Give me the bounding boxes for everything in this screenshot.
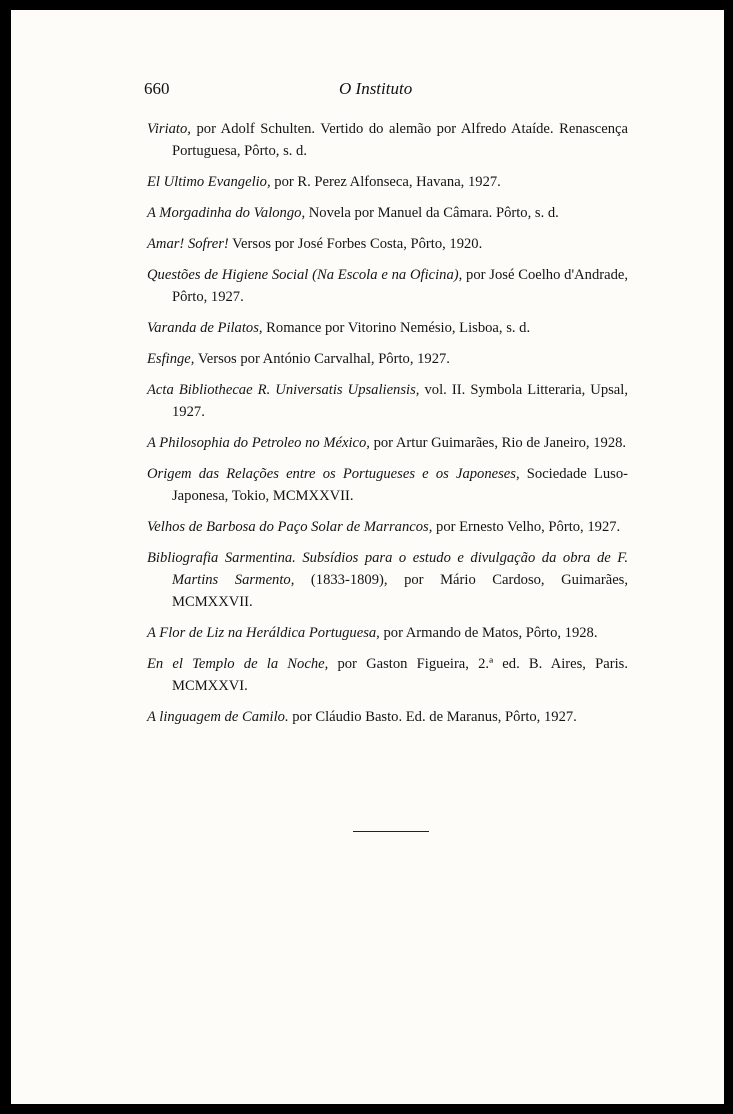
entry-details: Versos por José Forbes Costa, Pôrto, 1920. bbox=[228, 236, 483, 252]
entry-title: Amar! Sofrer! bbox=[147, 236, 229, 252]
entry-details: Sociedade Luso-Japonesa, Tokio, MCMXXVII. bbox=[172, 466, 628, 504]
entry-title: Acta Bibliothecae R. Universatis Upsaliensis, bbox=[147, 382, 420, 398]
entry-title: A Morgadinha do Valongo, bbox=[147, 205, 306, 221]
bibliography-entry bbox=[147, 622, 628, 644]
entry-title: En el Templo de la Noche, bbox=[147, 656, 329, 672]
bibliography-entry bbox=[147, 202, 628, 224]
entry-details: por Cláudio Basto. Ed. de Maranus, Pôrto, 1927. bbox=[288, 709, 577, 725]
page-number: 660 bbox=[144, 79, 170, 98]
bibliography-entry bbox=[147, 118, 628, 162]
entry-details: Romance por Vitorino Nemésio, Lisboa, s. d. bbox=[262, 320, 531, 336]
entry-details: Novela por Manuel da Câmara. Pôrto, s. d. bbox=[305, 205, 559, 221]
bibliography-entry bbox=[147, 379, 628, 423]
bibliography-entry bbox=[147, 348, 628, 370]
entry-details: por José Coelho d'Andrade, Pôrto, 1927. bbox=[172, 267, 628, 305]
book-page bbox=[11, 10, 724, 1104]
entry-details: por Ernesto Velho, Pôrto, 1927. bbox=[432, 519, 621, 535]
bibliography-entry bbox=[147, 463, 628, 507]
entry-title: A Philosophia do Petroleo no México, bbox=[147, 435, 370, 451]
entry-title: Bibliografia Sarmentina. Subsídios para o estudo e divulgação da obra de F. Martins Sarmento, bbox=[147, 550, 628, 588]
bibliography-entry bbox=[147, 547, 628, 613]
entry-title: A Flor de Liz na Heráldica Portuguesa, bbox=[147, 625, 380, 641]
bibliography-entry bbox=[147, 171, 628, 193]
entry-title: El Ultimo Evangelio, bbox=[147, 174, 271, 190]
entry-details: por Artur Guimarães, Rio de Janeiro, 1928. bbox=[369, 435, 627, 451]
bibliography-entry bbox=[147, 432, 628, 454]
bibliography-entry bbox=[147, 233, 628, 255]
bibliography-entry bbox=[147, 653, 628, 697]
entry-title: Origem das Relações entre os Portugueses e os Japoneses, bbox=[147, 466, 520, 482]
entry-title: Viriato, bbox=[147, 121, 191, 137]
end-rule-divider bbox=[353, 831, 429, 832]
bibliography-entry bbox=[147, 264, 628, 308]
entry-title: Questões de Higiene Social (Na Escola e na Oficina), bbox=[147, 267, 463, 283]
entry-details: vol. II. Symbola Litteraria, Upsal, 1927. bbox=[172, 382, 628, 420]
bibliography-entry bbox=[147, 516, 628, 538]
running-head bbox=[144, 76, 632, 106]
entry-title: A linguagem de Camilo. bbox=[147, 709, 289, 725]
running-title: O Instituto bbox=[339, 79, 413, 98]
entry-details: Versos por António Carvalhal, Pôrto, 1927. bbox=[194, 351, 450, 367]
bibliography-entry bbox=[147, 706, 628, 728]
entry-title: Velhos de Barbosa do Paço Solar de Marrancos, bbox=[147, 519, 433, 535]
entry-details: por R. Perez Alfonseca, Havana, 1927. bbox=[270, 174, 501, 190]
entry-details: (1833-1809), por Mário Cardoso, Guimarães, MCMXXVII. bbox=[172, 572, 628, 610]
entry-details: por Armando de Matos, Pôrto, 1928. bbox=[379, 625, 598, 641]
entry-title: Esfinge, bbox=[147, 351, 195, 367]
bibliography-entry bbox=[147, 317, 628, 339]
entry-details: por Adolf Schulten. Vertido do alemão por Alfredo Ataíde. Renascença Portuguesa, Pôrto, s. d. bbox=[172, 121, 628, 159]
entry-title: Varanda de Pilatos, bbox=[147, 320, 263, 336]
bibliography-list bbox=[147, 118, 628, 737]
entry-details: por Gaston Figueira, 2.ª ed. B. Aires, Paris. MCMXXVI. bbox=[172, 656, 628, 694]
